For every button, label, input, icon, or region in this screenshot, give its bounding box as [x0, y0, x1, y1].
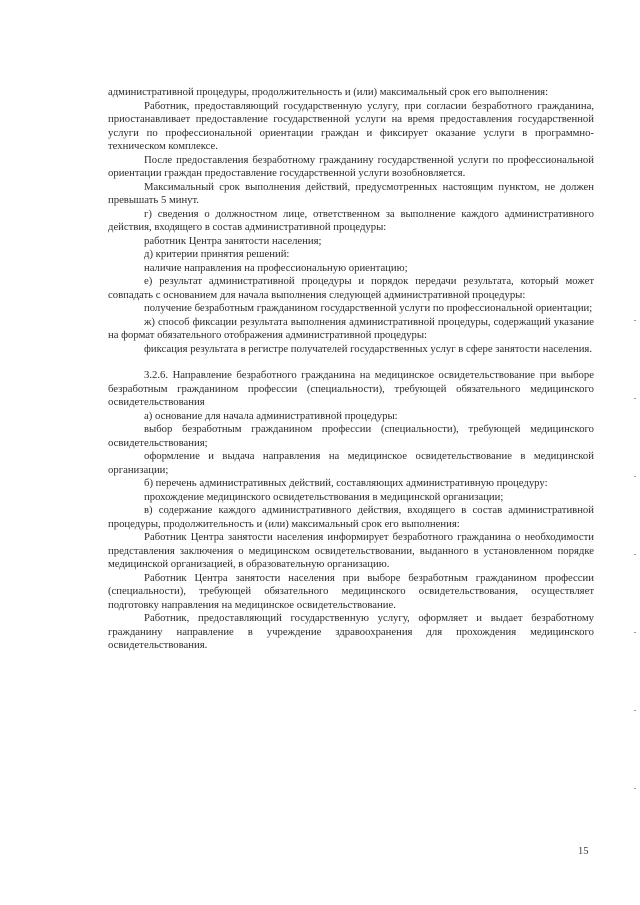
paragraph: г) сведения о должностном лице, ответственном за выполнение каждого административного действия, входящего в состав административной процедуры:: [108, 207, 594, 233]
section-heading-paragraph: 3.2.6. Направление безработного гражданина на медицинское освидетельствование при выборе безработным гражданином профессии (специальности), требующей обязательного медицинского освидетельствования: [108, 369, 594, 408]
paragraph: получение безработным гражданином государственной услуги по профессиональной ориентации;: [144, 302, 593, 314]
paragraph: Работник, предоставляющий государственную услугу, оформляет и выдает безработному гражданину направление в учреждение здравоохранения для прохождения медицинского освидетельствования.: [108, 612, 594, 651]
paragraph: работник Центра занятости населения;: [144, 234, 322, 247]
scan-mark: [634, 710, 636, 711]
paragraph: б) перечень административных действий, составляющих административную процедуру:: [144, 477, 548, 489]
paragraph: прохождение медицинского освидетельствования в медицинской организации;: [144, 490, 504, 503]
scan-mark: [634, 398, 636, 399]
page-number: 15: [578, 846, 589, 857]
paragraph: После предоставления безработному гражданину государственной услуги по профессиональной ориентации граждан предоставление государственной услуги возобновляется.: [108, 153, 594, 179]
paragraph: в) содержание каждого административного действия, входящего в состав административной процедуры, продолжительность и (или) максимальный срок его выполнения:: [108, 504, 594, 530]
paragraph: фиксация результата в регистре получателей государственных услуг в сфере занятости населения.: [144, 342, 592, 355]
paragraph: наличие направления на профессиональную ориентацию;: [144, 261, 408, 274]
paragraph: Работник, предоставляющий государственную услугу, при согласии безработного гражданина, приостанавливает предоставление государственной услуги на время предоставления государственной услуги по профессиональной ориентации граждан и фиксирует оказание услуги в программно-техническом комплексе.: [108, 99, 594, 152]
paragraph: выбор безработным гражданином профессии (специальности), требующей медицинского освидетельствования;: [108, 423, 594, 449]
paragraph: Максимальный срок выполнения действий, предусмотренных настоящим пунктом, не должен превышать 5 минут.: [108, 180, 594, 206]
scan-margin-marks: [634, 300, 636, 860]
paragraph: административной процедуры, продолжительность и (или) максимальный срок его выполнения:: [108, 86, 549, 98]
paragraph: а) основание для начала административной процедуры:: [144, 409, 398, 422]
scan-mark: [634, 476, 636, 477]
scan-mark: [634, 554, 636, 555]
paragraph: д) критерии принятия решений:: [144, 248, 290, 260]
paragraph: е) результат административной процедуры и порядок передачи результата, который может совпадать с основанием для начала выполнения следующей административной процедуры:: [108, 275, 594, 301]
paragraph: Работник Центра занятости населения при выборе безработным гражданином профессии (специальности), требующей обязательного медицинского освидетельствования, осуществляет подготовку направления на медицинское освидетельствование.: [108, 571, 594, 611]
scan-mark: [634, 632, 636, 633]
paragraph: ж) способ фиксации результата выполнения административной процедуры, содержащий указание на формат обязательного отображения административной процедуры:: [108, 315, 594, 341]
paragraph: оформление и выдача направления на медицинское освидетельствование в медицинской организации;: [108, 450, 594, 476]
document-body: [108, 86, 594, 653]
scan-mark: [634, 320, 636, 321]
paragraph: Работник Центра занятости населения информирует безработного гражданина о необходимости представления заключения о медицинском освидетельствовании, выданного в установленном порядке медицинской организацией, в образовательную организацию.: [108, 531, 594, 570]
scan-mark: [634, 788, 636, 789]
